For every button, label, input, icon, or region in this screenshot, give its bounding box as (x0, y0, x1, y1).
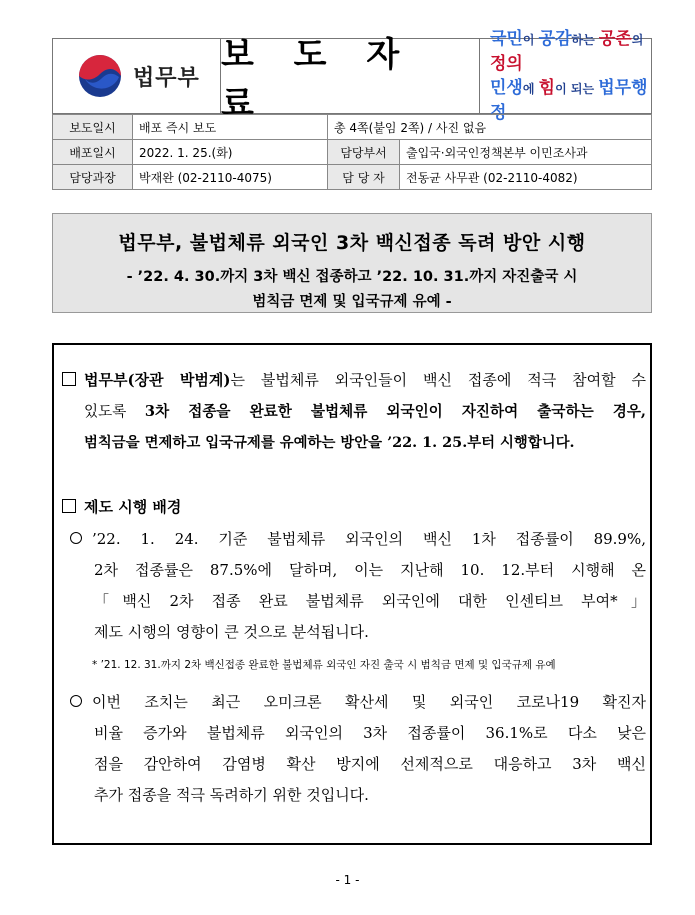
slogan-word: 힘 (538, 78, 556, 98)
release-date-label: 배포일시 (53, 140, 133, 165)
slogan-word: 에 (522, 82, 539, 96)
slogan-word: 이 되는 (555, 82, 599, 96)
bullet-circle-icon (70, 532, 82, 544)
headline-box (52, 213, 652, 313)
lead-paragraph (62, 365, 646, 458)
lead-text: 있도록 (84, 403, 145, 420)
bullet-2-line-3: 점을 감안하여 감염병 확산 방지에 선제적으로 대응하고 3차 백신 (94, 755, 646, 773)
manager-value: 박재완 (02-2110-4075) (133, 165, 328, 190)
subtitle-line-2: 범칙금 면제 및 입국규제 유예 - (252, 294, 452, 310)
footnote: * ’21. 12. 31.까지 2차 백신접종 완료한 불법체류 외국인 자진 출국 시 범칙금 면제 및 입국규제 유예 (92, 659, 556, 671)
ministry-name: 법무부 (133, 65, 200, 91)
slogan-word: 의 (631, 33, 644, 47)
table-row (53, 115, 652, 140)
bullet-2-line-4: 추가 접종을 적극 독려하기 위한 것입니다. (94, 786, 369, 804)
bullet-circle-icon (70, 695, 82, 707)
slogan-word: 하는 (571, 33, 599, 47)
subtitle-line-1: - ’22. 4. 30.까지 3차 백신 접종하고 ’22. 10. 31.까지 자진출국 시 (126, 269, 578, 285)
slogan-word: 정의 (490, 54, 523, 74)
lead-line-2 (62, 396, 646, 427)
staff-label: 담 당 자 (328, 165, 400, 190)
slogan-word: 공존 (598, 29, 632, 49)
lead-line-3: 범칙금을 면제하고 입국규제를 유예하는 방안을 ’22. 1. 25.부터 시행합니다. (84, 434, 575, 451)
bullet-2-line-2: 비율 증가와 불법체류 외국인의 3차 접종률이 36.1%로 다소 낮은 (94, 724, 646, 742)
page-number: - 1 - (335, 873, 360, 887)
table-row (53, 165, 652, 190)
dept-value: 출입국·외국인정책본부 이민조사과 (400, 140, 652, 165)
ministry-logo-area (53, 39, 220, 113)
content-box (52, 343, 652, 845)
headline-title: 법무부, 불법체류 외국인 3차 백신접종 독려 방안 시행 (118, 232, 586, 254)
slogan-word: 법무행정 (490, 78, 648, 123)
bullet-2 (70, 687, 646, 811)
bullet-1-line-1 (70, 524, 646, 555)
manager-label: 담당과장 (53, 165, 133, 190)
staff-value: 전동균 사무관 (02-2110-4082) (400, 165, 652, 190)
lead-line-1 (62, 365, 646, 396)
report-date-value: 배포 즉시 보도 (133, 115, 328, 140)
checkbox-square-icon (62, 372, 76, 386)
section-heading (62, 492, 181, 523)
lead-text: 는 불법체류 외국인들이 백신 접종에 적극 참여할 수 (230, 371, 646, 389)
press-release-title: 보 도 자 료 (220, 39, 480, 113)
table-row (53, 140, 652, 165)
bullet-1 (70, 524, 646, 648)
pages-value: 총 4쪽(붙임 2쪽) / 사진 없음 (328, 115, 652, 140)
slogan-word: 민생 (490, 78, 523, 98)
lead-text: 3차 접종을 완료한 불법체류 외국인이 자진하여 출국하는 경우, (144, 403, 646, 420)
slogan-line-1 (490, 27, 651, 76)
release-date-value: 2022. 1. 25.(화) (133, 140, 328, 165)
bullet-1-line-4: 제도 시행의 영향이 큰 것으로 분석됩니다. (94, 623, 369, 641)
dept-label: 담당부서 (328, 140, 400, 165)
headline-subtitle (53, 265, 651, 315)
bullet-text: ’22. 1. 24. 기준 불법체류 외국인의 백신 1차 접종률이 89.9%, (92, 530, 646, 548)
bullet-text: 이번 조치는 최근 오미크론 확산세 및 외국인 코로나19 확진자 (92, 693, 646, 711)
government-emblem-icon (77, 53, 123, 99)
press-header (52, 29, 652, 124)
release-info-table (52, 114, 652, 190)
checkbox-square-icon (62, 499, 76, 513)
report-date-label: 보도일시 (53, 115, 133, 140)
bullet-1-line-2: 2차 접종률은 87.5%에 달하며, 이는 지난해 10. 12.부터 시행해 온 (94, 561, 646, 579)
bullet-2-line-1 (70, 687, 646, 718)
lead-text: 법무부(장관 박범계) (84, 371, 231, 389)
slogan-word: 공감 (538, 29, 572, 49)
section-title: 제도 시행 배경 (84, 498, 182, 516)
slogan-word: 국민 (490, 29, 523, 49)
slogan-word: 이 (522, 33, 539, 47)
ministry-slogan (480, 29, 651, 123)
bullet-1-line-3: 「백신 2차 접종 완료 불법체류 외국인에 대한 인센티브 부여*」 (94, 592, 646, 610)
